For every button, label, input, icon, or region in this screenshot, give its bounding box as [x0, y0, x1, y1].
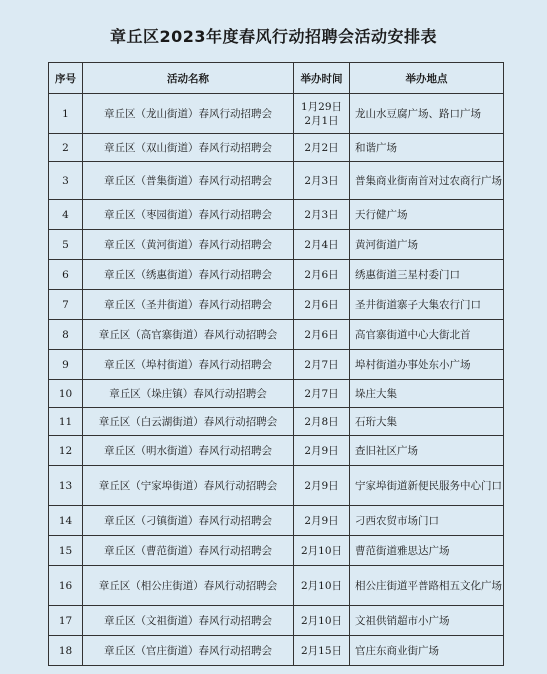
- activity-name-cell: 章丘区（双山街道）春风行动招聘会: [83, 134, 294, 162]
- table-row: [49, 566, 504, 606]
- row-number-cell: 10: [49, 380, 83, 408]
- row-number-cell: 12: [49, 436, 83, 466]
- event-date-cell: 2月10日: [294, 536, 350, 566]
- row-number-cell: 1: [49, 94, 83, 134]
- table-row: [49, 260, 504, 290]
- header-no: 序号: [49, 63, 83, 94]
- activity-name-cell: 章丘区（白云湖街道）春风行动招聘会: [83, 408, 294, 436]
- table-row: [49, 290, 504, 320]
- event-date-cell: 2月3日: [294, 162, 350, 200]
- header-location: 举办地点: [350, 63, 504, 94]
- venue-cell: 埠村街道办事处东小广场: [350, 350, 504, 380]
- event-date-cell: 2月4日: [294, 230, 350, 260]
- table-row: [49, 408, 504, 436]
- event-date-cell: 2月3日: [294, 200, 350, 230]
- row-number-cell: 16: [49, 566, 83, 606]
- event-date-cell: 2月9日: [294, 506, 350, 536]
- venue-cell: 龙山水豆腐广场、路口广场: [350, 94, 504, 134]
- row-number-cell: 6: [49, 260, 83, 290]
- event-date-cell: 1月29日 2月1日: [294, 94, 350, 134]
- schedule-table: [48, 62, 504, 666]
- activity-name-cell: 章丘区（垛庄镇）春风行动招聘会: [83, 380, 294, 408]
- activity-name-cell: 章丘区（黄河街道）春风行动招聘会: [83, 230, 294, 260]
- venue-cell: 曹范街道雅思达广场: [350, 536, 504, 566]
- row-number-cell: 7: [49, 290, 83, 320]
- event-date-cell: 2月15日: [294, 636, 350, 666]
- event-date-cell: 2月7日: [294, 350, 350, 380]
- event-date-cell: 2月6日: [294, 260, 350, 290]
- venue-cell: 文祖供销超市小广场: [350, 606, 504, 636]
- activity-name-cell: 章丘区（埠村街道）春风行动招聘会: [83, 350, 294, 380]
- event-date-cell: 2月8日: [294, 408, 350, 436]
- row-number-cell: 17: [49, 606, 83, 636]
- event-date-cell: 2月9日: [294, 466, 350, 506]
- activity-name-cell: 章丘区（普集街道）春风行动招聘会: [83, 162, 294, 200]
- activity-name-cell: 章丘区（刁镇街道）春风行动招聘会: [83, 506, 294, 536]
- table-row: [49, 94, 504, 134]
- event-date-cell: 2月10日: [294, 566, 350, 606]
- table-row: [49, 436, 504, 466]
- activity-name-cell: 章丘区（高官寨街道）春风行动招聘会: [83, 320, 294, 350]
- activity-name-cell: 章丘区（圣井街道）春风行动招聘会: [83, 290, 294, 320]
- row-number-cell: 18: [49, 636, 83, 666]
- venue-cell: 相公庄街道平普路相五文化广场: [350, 566, 504, 606]
- table-row: [49, 606, 504, 636]
- table-row: [49, 162, 504, 200]
- table-row: [49, 636, 504, 666]
- table-row: [49, 380, 504, 408]
- activity-name-cell: 章丘区（绣惠街道）春风行动招聘会: [83, 260, 294, 290]
- venue-cell: 刁西农贸市场门口: [350, 506, 504, 536]
- event-date-cell: 2月9日: [294, 436, 350, 466]
- venue-cell: 绣惠街道三星村委门口: [350, 260, 504, 290]
- table-row: [49, 466, 504, 506]
- event-date-cell: 2月6日: [294, 320, 350, 350]
- document-title: 章丘区2023年度春风行动招聘会活动安排表: [109, 27, 438, 46]
- row-number-cell: 13: [49, 466, 83, 506]
- venue-cell: 黄河街道广场: [350, 230, 504, 260]
- header-name: 活动名称: [83, 63, 294, 94]
- activity-name-cell: 章丘区（宁家埠街道）春风行动招聘会: [83, 466, 294, 506]
- table-row: [49, 506, 504, 536]
- venue-cell: 石珩大集: [350, 408, 504, 436]
- row-number-cell: 8: [49, 320, 83, 350]
- row-number-cell: 2: [49, 134, 83, 162]
- activity-name-cell: 章丘区（明水街道）春风行动招聘会: [83, 436, 294, 466]
- activity-name-cell: 章丘区（官庄街道）春风行动招聘会: [83, 636, 294, 666]
- venue-cell: 官庄东商业街广场: [350, 636, 504, 666]
- table-body: [49, 94, 504, 666]
- venue-cell: 高官寨街道中心大街北首: [350, 320, 504, 350]
- event-date-cell: 2月7日: [294, 380, 350, 408]
- row-number-cell: 5: [49, 230, 83, 260]
- table-row: [49, 134, 504, 162]
- table-header-row: [49, 63, 504, 94]
- venue-cell: 宁家埠街道新便民服务中心门口: [350, 466, 504, 506]
- row-number-cell: 3: [49, 162, 83, 200]
- venue-cell: 圣井街道寨子大集农行门口: [350, 290, 504, 320]
- activity-name-cell: 章丘区（相公庄街道）春风行动招聘会: [83, 566, 294, 606]
- activity-name-cell: 章丘区（枣园街道）春风行动招聘会: [83, 200, 294, 230]
- activity-name-cell: 章丘区（文祖街道）春风行动招聘会: [83, 606, 294, 636]
- row-number-cell: 11: [49, 408, 83, 436]
- row-number-cell: 15: [49, 536, 83, 566]
- row-number-cell: 9: [49, 350, 83, 380]
- venue-cell: 查旧社区广场: [350, 436, 504, 466]
- venue-cell: 普集商业街南首对过农商行广场: [350, 162, 504, 200]
- table-row: [49, 536, 504, 566]
- activity-name-cell: 章丘区（龙山街道）春风行动招聘会: [83, 94, 294, 134]
- event-date-cell: 2月10日: [294, 606, 350, 636]
- row-number-cell: 14: [49, 506, 83, 536]
- venue-cell: 天行健广场: [350, 200, 504, 230]
- table-row: [49, 320, 504, 350]
- table-row: [49, 230, 504, 260]
- event-date-cell: 2月6日: [294, 290, 350, 320]
- activity-name-cell: 章丘区（曹范街道）春风行动招聘会: [83, 536, 294, 566]
- row-number-cell: 4: [49, 200, 83, 230]
- venue-cell: 和谐广场: [350, 134, 504, 162]
- event-date-cell: 2月2日: [294, 134, 350, 162]
- table-row: [49, 200, 504, 230]
- header-date: 举办时间: [294, 63, 350, 94]
- table-row: [49, 350, 504, 380]
- venue-cell: 垛庄大集: [350, 380, 504, 408]
